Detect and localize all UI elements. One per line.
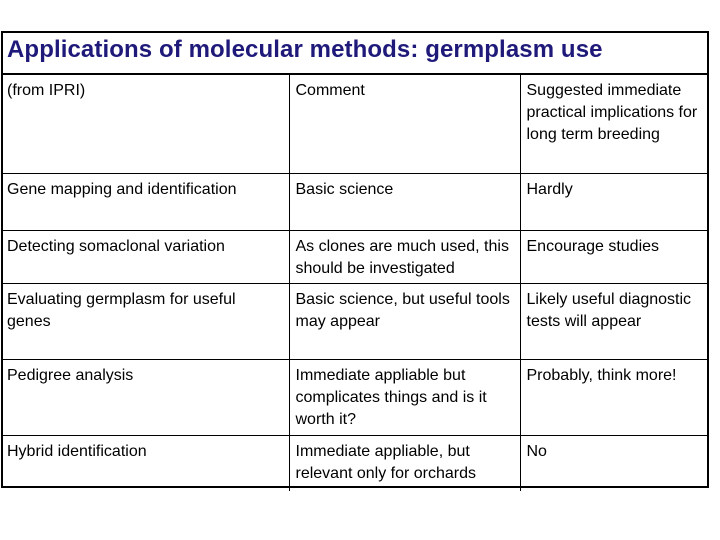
application-cell: Gene mapping and identification xyxy=(1,174,289,231)
table-row xyxy=(1,231,709,284)
slide-title: Applications of molecular methods: germplasm use xyxy=(7,36,603,63)
comment-cell: Immediate appliable, but relevant only for orchards xyxy=(289,436,520,491)
implication-cell: No xyxy=(520,436,709,491)
germplasm-table xyxy=(1,74,709,491)
table-header-row xyxy=(1,75,709,174)
table-row xyxy=(1,360,709,436)
implication-cell: Probably, think more! xyxy=(520,360,709,436)
application-cell: Hybrid identification xyxy=(1,436,289,491)
application-cell: Detecting somaclonal variation xyxy=(1,231,289,284)
header-implications: Suggested immediate practical implications for long term breeding xyxy=(520,75,709,174)
table-row xyxy=(1,174,709,231)
header-source: (from IPRI) xyxy=(1,75,289,174)
implication-cell: Hardly xyxy=(520,174,709,231)
application-cell: Pedigree analysis xyxy=(1,360,289,436)
comment-cell: Immediate appliable but complicates things and is it worth it? xyxy=(289,360,520,436)
comment-cell: As clones are much used, this should be investigated xyxy=(289,231,520,284)
comment-cell: Basic science, but useful tools may appear xyxy=(289,284,520,360)
table-row xyxy=(1,436,709,491)
implication-cell: Encourage studies xyxy=(520,231,709,284)
application-cell: Evaluating germplasm for useful genes xyxy=(1,284,289,360)
implication-cell: Likely useful diagnostic tests will appear xyxy=(520,284,709,360)
comment-cell: Basic science xyxy=(289,174,520,231)
table-row xyxy=(1,284,709,360)
header-comment: Comment xyxy=(289,75,520,174)
